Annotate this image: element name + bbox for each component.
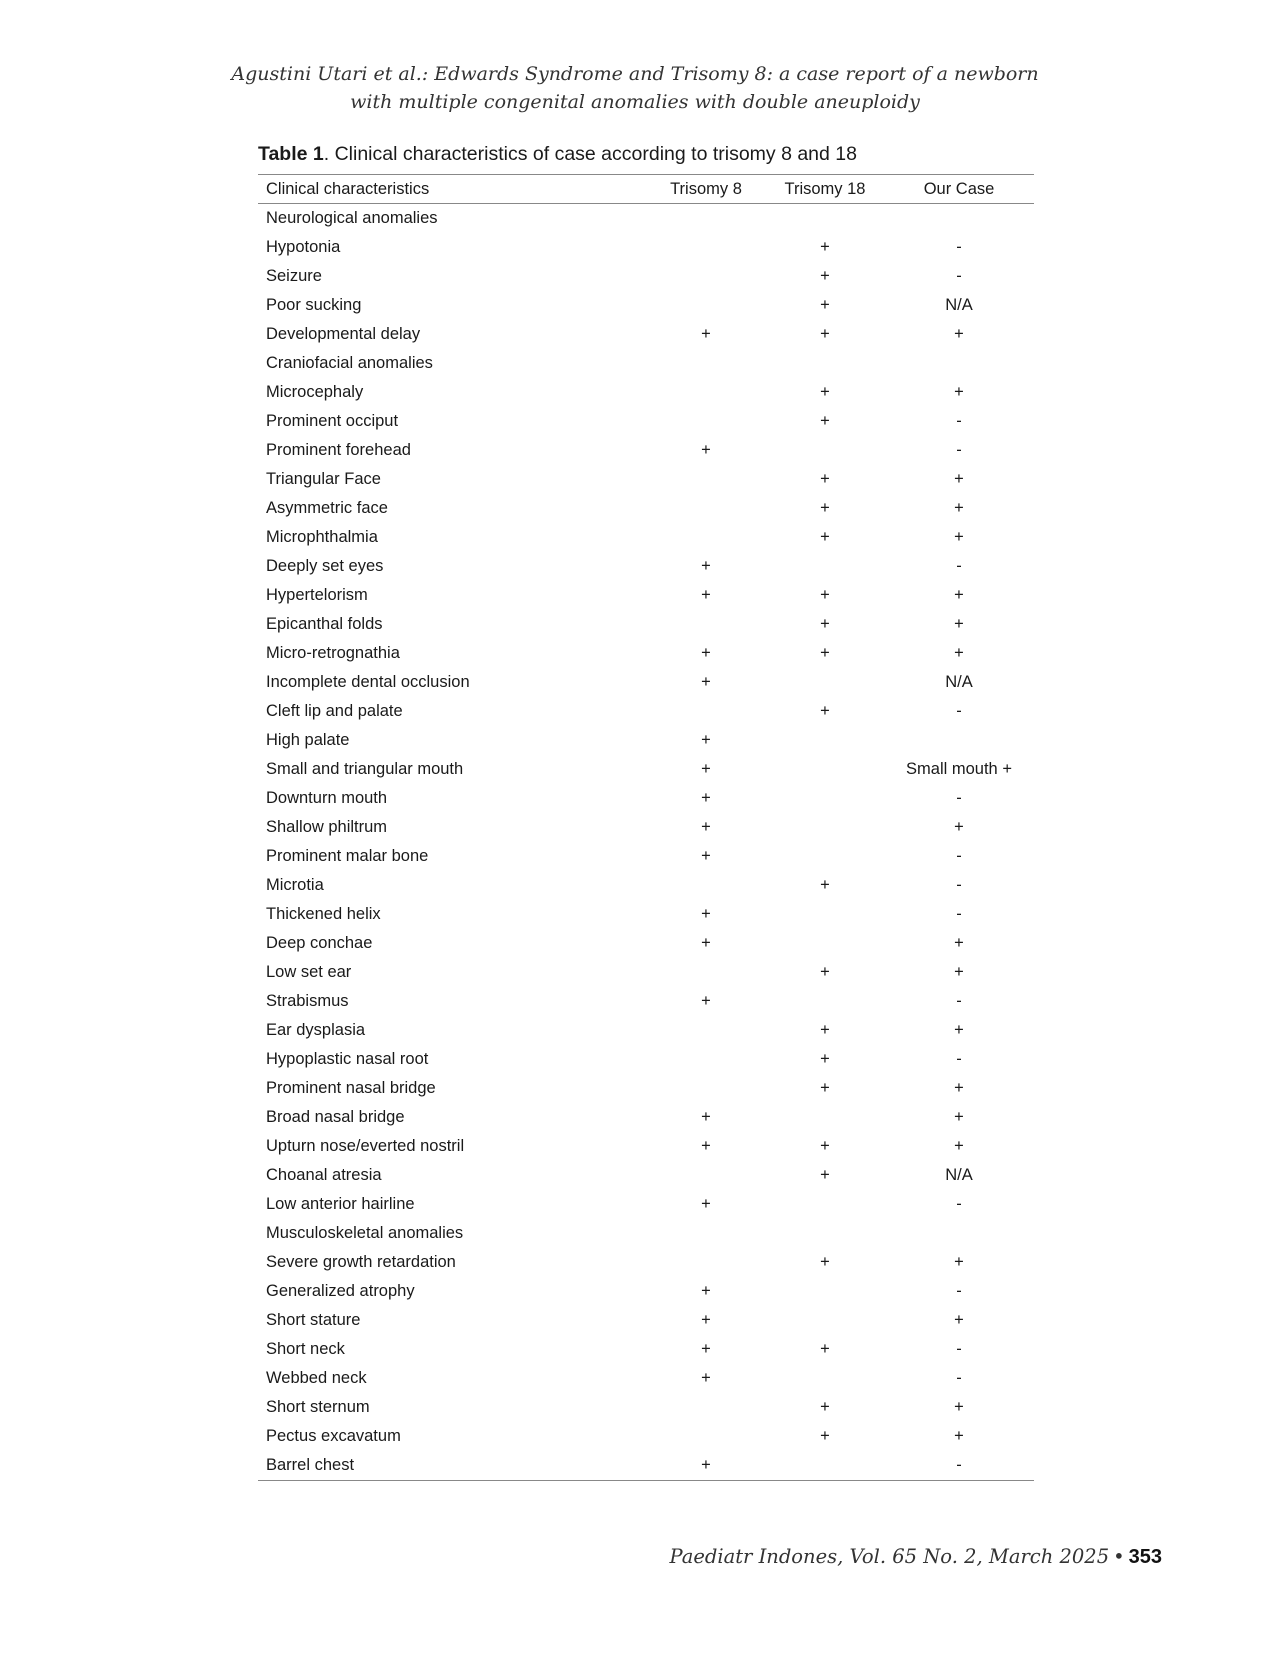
characteristic-cell: Low set ear: [266, 963, 352, 981]
value-cell: +: [701, 325, 711, 343]
value-cell: [766, 987, 884, 1016]
value-cell: +: [954, 644, 964, 662]
characteristic-cell: Barrel chest: [266, 1456, 355, 1474]
table-row: [258, 204, 1034, 234]
value-cell: +: [701, 934, 711, 952]
characteristic-cell: Broad nasal bridge: [266, 1108, 405, 1126]
characteristic-cell: Neurological anomalies: [266, 209, 438, 227]
page-footer: [669, 1545, 1162, 1569]
value-cell: +: [954, 1108, 964, 1126]
value-cell: [766, 1364, 884, 1393]
value-cell: +: [820, 702, 830, 720]
value-cell: +: [820, 615, 830, 633]
characteristic-cell: Short stature: [266, 1311, 361, 1329]
table-header-row: [258, 175, 1034, 204]
value-cell: +: [701, 731, 711, 749]
table-row: [258, 784, 1034, 813]
characteristic-cell: Short neck: [266, 1340, 345, 1358]
value-cell: [646, 1422, 766, 1451]
table-label: Table 1: [258, 143, 324, 165]
value-cell: +: [820, 1398, 830, 1416]
value-cell: [646, 349, 766, 378]
table-row: [258, 1103, 1034, 1132]
value-cell: [646, 1248, 766, 1277]
value-cell: +: [820, 1021, 830, 1039]
table-caption-text: . Clinical characteristics of case according to trisomy 8 and 18: [323, 143, 857, 165]
value-cell: [884, 726, 1034, 755]
value-cell: +: [954, 325, 964, 343]
table-row: [258, 494, 1034, 523]
table-row: [258, 929, 1034, 958]
value-cell: [766, 668, 884, 697]
value-cell: [766, 813, 884, 842]
characteristic-cell: Seizure: [266, 267, 322, 285]
value-cell: +: [701, 1137, 711, 1155]
value-cell: +: [820, 238, 830, 256]
characteristic-cell: Microtia: [266, 876, 324, 894]
value-cell: [646, 1393, 766, 1422]
characteristic-cell: Deep conchae: [266, 934, 373, 952]
value-cell: +: [954, 934, 964, 952]
value-cell: +: [701, 557, 711, 575]
value-cell: -: [956, 789, 962, 807]
characteristic-cell: Microcephaly: [266, 383, 364, 401]
value-cell: [766, 1451, 884, 1481]
table-row: [258, 1161, 1034, 1190]
table-row: [258, 1335, 1034, 1364]
characteristic-cell: Low anterior hairline: [266, 1195, 415, 1213]
value-cell: [646, 1045, 766, 1074]
value-cell: Small mouth +: [906, 760, 1012, 778]
table-row: [258, 755, 1034, 784]
characteristic-cell: High palate: [266, 731, 350, 749]
table-row: [258, 1016, 1034, 1045]
characteristic-cell: Strabismus: [266, 992, 349, 1010]
value-cell: [646, 407, 766, 436]
value-cell: [766, 1219, 884, 1248]
value-cell: +: [954, 470, 964, 488]
table-row: [258, 987, 1034, 1016]
running-header: [0, 60, 1270, 116]
value-cell: -: [956, 1369, 962, 1387]
value-cell: +: [820, 470, 830, 488]
clinical-characteristics-table: [258, 174, 1034, 1481]
value-cell: +: [954, 1021, 964, 1039]
characteristic-cell: Severe growth retardation: [266, 1253, 456, 1271]
table-caption: [258, 143, 857, 166]
value-cell: +: [820, 412, 830, 430]
value-cell: +: [701, 847, 711, 865]
value-cell: +: [701, 586, 711, 604]
value-cell: [646, 1074, 766, 1103]
value-cell: [766, 349, 884, 378]
value-cell: +: [820, 1050, 830, 1068]
characteristic-cell: Prominent malar bone: [266, 847, 429, 865]
characteristic-cell: Webbed neck: [266, 1369, 367, 1387]
value-cell: [766, 552, 884, 581]
characteristic-cell: Shallow philtrum: [266, 818, 388, 836]
value-cell: +: [954, 586, 964, 604]
table-row: [258, 233, 1034, 262]
table-row: [258, 813, 1034, 842]
value-cell: [646, 1161, 766, 1190]
table-row: [258, 349, 1034, 378]
value-cell: [646, 291, 766, 320]
value-cell: +: [954, 1427, 964, 1445]
table-row: [258, 668, 1034, 697]
characteristic-cell: Small and triangular mouth: [266, 760, 464, 778]
value-cell: [646, 1219, 766, 1248]
value-cell: [766, 1190, 884, 1219]
characteristic-cell: Hypotonia: [266, 238, 341, 256]
table-row: [258, 697, 1034, 726]
value-cell: -: [956, 1282, 962, 1300]
table-row: [258, 1219, 1034, 1248]
value-cell: +: [820, 499, 830, 517]
value-cell: -: [956, 702, 962, 720]
table-row: [258, 1422, 1034, 1451]
value-cell: +: [820, 1137, 830, 1155]
footer-bullet: •: [1113, 1545, 1125, 1568]
value-cell: +: [954, 818, 964, 836]
value-cell: [766, 204, 884, 234]
characteristic-cell: Developmental delay: [266, 325, 421, 343]
characteristic-cell: Deeply set eyes: [266, 557, 384, 575]
value-cell: [646, 233, 766, 262]
table-row: [258, 1451, 1034, 1481]
table-row: [258, 900, 1034, 929]
table-row: [258, 1393, 1034, 1422]
characteristic-cell: Short sternum: [266, 1398, 370, 1416]
value-cell: +: [701, 1369, 711, 1387]
value-cell: -: [956, 238, 962, 256]
table-row: [258, 726, 1034, 755]
value-cell: [646, 697, 766, 726]
value-cell: +: [820, 267, 830, 285]
value-cell: +: [954, 499, 964, 517]
value-cell: +: [820, 586, 830, 604]
value-cell: +: [701, 1340, 711, 1358]
characteristic-cell: Generalized atrophy: [266, 1282, 415, 1300]
characteristic-cell: Triangular Face: [266, 470, 381, 488]
value-cell: [646, 1016, 766, 1045]
value-cell: -: [956, 1456, 962, 1474]
value-cell: +: [820, 296, 830, 314]
journal-citation: Paediatr Indones, Vol. 65 No. 2, March 2025: [669, 1545, 1110, 1568]
table-row: [258, 436, 1034, 465]
table-row: [258, 378, 1034, 407]
value-cell: [646, 610, 766, 639]
table-row: [258, 1306, 1034, 1335]
table-row: [258, 639, 1034, 668]
value-cell: [766, 755, 884, 784]
value-cell: +: [701, 818, 711, 836]
value-cell: +: [701, 1195, 711, 1213]
running-header-line-2: with multiple congenital anomalies with double aneuploidy: [350, 91, 920, 113]
characteristic-cell: Asymmetric face: [266, 499, 388, 517]
table-row: [258, 291, 1034, 320]
value-cell: -: [956, 905, 962, 923]
value-cell: [766, 436, 884, 465]
characteristic-cell: Hypertelorism: [266, 586, 368, 604]
value-cell: +: [820, 1427, 830, 1445]
table-row: [258, 523, 1034, 552]
value-cell: -: [956, 441, 962, 459]
value-cell: -: [956, 267, 962, 285]
column-header: Trisomy 8: [646, 175, 766, 204]
page-number: 353: [1128, 1546, 1162, 1568]
value-cell: +: [701, 644, 711, 662]
value-cell: +: [701, 905, 711, 923]
value-cell: +: [820, 383, 830, 401]
value-cell: [766, 842, 884, 871]
value-cell: -: [956, 1340, 962, 1358]
characteristic-cell: Choanal atresia: [266, 1166, 382, 1184]
table-row: [258, 581, 1034, 610]
value-cell: [766, 929, 884, 958]
characteristic-cell: Musculoskeletal anomalies: [266, 1224, 464, 1242]
value-cell: +: [820, 1253, 830, 1271]
table-row: [258, 320, 1034, 349]
value-cell: -: [956, 412, 962, 430]
characteristic-cell: Poor sucking: [266, 296, 362, 314]
value-cell: -: [956, 876, 962, 894]
value-cell: -: [956, 847, 962, 865]
table-row: [258, 1132, 1034, 1161]
characteristic-cell: Upturn nose/everted nostril: [266, 1137, 465, 1155]
value-cell: [646, 378, 766, 407]
value-cell: [766, 726, 884, 755]
value-cell: +: [954, 528, 964, 546]
characteristic-cell: Pectus excavatum: [266, 1427, 401, 1445]
running-header-line-1: Agustini Utari et al.: Edwards Syndrome and Trisomy 8: a case report of a newborn: [231, 63, 1039, 85]
characteristic-cell: Prominent forehead: [266, 441, 411, 459]
table-row: [258, 1364, 1034, 1393]
characteristic-cell: Prominent nasal bridge: [266, 1079, 436, 1097]
value-cell: +: [954, 1253, 964, 1271]
value-cell: +: [701, 789, 711, 807]
value-cell: [766, 1103, 884, 1132]
value-cell: [646, 523, 766, 552]
value-cell: [646, 204, 766, 234]
table-row: [258, 842, 1034, 871]
value-cell: +: [954, 1079, 964, 1097]
value-cell: +: [820, 963, 830, 981]
value-cell: +: [820, 325, 830, 343]
characteristic-cell: Ear dysplasia: [266, 1021, 366, 1039]
value-cell: +: [820, 1079, 830, 1097]
value-cell: -: [956, 1050, 962, 1068]
table-body: [258, 204, 1034, 1481]
value-cell: [646, 494, 766, 523]
table-row: [258, 610, 1034, 639]
value-cell: +: [820, 644, 830, 662]
characteristic-cell: Hypoplastic nasal root: [266, 1050, 429, 1068]
value-cell: [646, 958, 766, 987]
table-row: [258, 1277, 1034, 1306]
value-cell: +: [954, 383, 964, 401]
value-cell: N/A: [945, 296, 973, 314]
value-cell: +: [701, 760, 711, 778]
characteristic-cell: Craniofacial anomalies: [266, 354, 433, 372]
table-row: [258, 1190, 1034, 1219]
value-cell: [884, 1219, 1034, 1248]
value-cell: [766, 900, 884, 929]
value-cell: +: [820, 1340, 830, 1358]
value-cell: +: [954, 1398, 964, 1416]
table-row: [258, 262, 1034, 291]
characteristic-cell: Downturn mouth: [266, 789, 388, 807]
value-cell: +: [701, 992, 711, 1010]
value-cell: +: [820, 876, 830, 894]
value-cell: [766, 784, 884, 813]
value-cell: +: [701, 1108, 711, 1126]
value-cell: +: [954, 615, 964, 633]
characteristic-cell: Prominent occiput: [266, 412, 399, 430]
value-cell: +: [954, 1311, 964, 1329]
value-cell: [646, 465, 766, 494]
value-cell: -: [956, 1195, 962, 1213]
value-cell: +: [701, 1456, 711, 1474]
value-cell: [884, 349, 1034, 378]
value-cell: [646, 262, 766, 291]
value-cell: N/A: [945, 673, 973, 691]
table-row: [258, 1045, 1034, 1074]
characteristic-cell: Thickened helix: [266, 905, 381, 923]
value-cell: -: [956, 992, 962, 1010]
table-row: [258, 1074, 1034, 1103]
table-row: [258, 465, 1034, 494]
value-cell: +: [701, 441, 711, 459]
value-cell: [766, 1306, 884, 1335]
table-row: [258, 1248, 1034, 1277]
characteristic-cell: Incomplete dental occlusion: [266, 673, 470, 691]
value-cell: -: [956, 557, 962, 575]
value-cell: [646, 871, 766, 900]
value-cell: [884, 204, 1034, 234]
value-cell: +: [701, 673, 711, 691]
value-cell: +: [954, 963, 964, 981]
value-cell: +: [701, 1311, 711, 1329]
column-header: Our Case: [884, 175, 1034, 204]
characteristic-cell: Cleft lip and palate: [266, 702, 403, 720]
table-row: [258, 552, 1034, 581]
characteristic-cell: Epicanthal folds: [266, 615, 383, 633]
characteristic-cell: Microphthalmia: [266, 528, 378, 546]
value-cell: +: [954, 1137, 964, 1155]
value-cell: [766, 1277, 884, 1306]
value-cell: +: [701, 1282, 711, 1300]
value-cell: +: [820, 528, 830, 546]
column-header: Clinical characteristics: [258, 175, 646, 204]
table-row: [258, 958, 1034, 987]
table-row: [258, 407, 1034, 436]
table-row: [258, 871, 1034, 900]
column-header: Trisomy 18: [766, 175, 884, 204]
value-cell: N/A: [945, 1166, 973, 1184]
value-cell: +: [820, 1166, 830, 1184]
characteristic-cell: Micro-retrognathia: [266, 644, 400, 662]
